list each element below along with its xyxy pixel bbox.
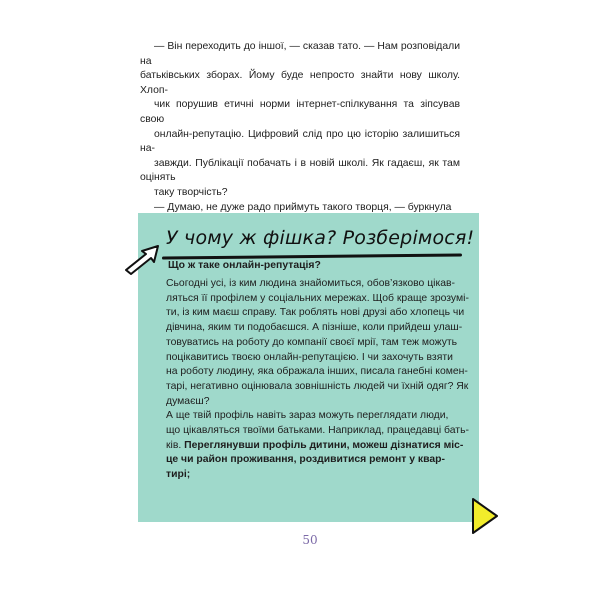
callout-line: тарі, негативно оцінювала зовнішність людей чи їхній одяг? Як: [166, 380, 469, 392]
callout-line: ляться її профілем у соціальних мережах. Щоб краще зрозумі-: [166, 292, 469, 304]
info-callout-box: [138, 213, 479, 522]
story-line: — Думаю, не дуже радо приймуть такого творця, — буркнула: [154, 201, 452, 213]
title-underline: [162, 253, 462, 259]
story-line: — Він переходить до іншої, — сказав тато. — Нам розповідали на: [140, 41, 460, 67]
callout-body: [152, 277, 470, 483]
callout-line-bold: тирі;: [166, 469, 191, 481]
callout-line: [152, 439, 470, 454]
callout-text-normal: ків.: [166, 439, 185, 451]
callout-line: думаєш?: [166, 395, 210, 407]
story-line: онлайн-репутацію. Цифровий слід про цю історію залишиться на-: [140, 128, 460, 155]
pointer-arrow-icon: [120, 240, 168, 278]
callout-subtitle: Що ж таке онлайн-репутація?: [168, 260, 321, 271]
callout-line: що цікавляться твоїми батьками. Наприклад, працедавці бать-: [166, 425, 469, 437]
callout-line: Сьогодні усі, із ким людина знайомиться, обов’язково цікав-: [166, 278, 456, 289]
story-line: батьківських зборах. Йому буде непросто знайти нову школу. Хлоп-: [140, 70, 460, 96]
story-paragraph-1: [140, 40, 460, 201]
callout-title: У чому ж фішка? Розберімося!: [166, 227, 475, 249]
callout-line: товуватись на роботу до компанії своєї мрії, там теж можуть: [166, 336, 458, 348]
story-line: таку творчість?: [154, 186, 228, 198]
story-line: чик порушив етичні норми інтернет-спілкування та зіпсував свою: [140, 99, 460, 125]
play-triangle-icon: [470, 496, 500, 536]
callout-line: на роботу людину, яка ображала інших, писала ганебні комен-: [166, 366, 468, 378]
callout-paragraph-1: [152, 277, 470, 409]
story-text: [140, 40, 460, 230]
callout-line: А ще твій профіль навіть зараз можуть переглядати люди,: [166, 410, 449, 422]
page-number: 50: [302, 533, 318, 547]
callout-text-bold: Переглянувши профіль дитини, можеш дізнатися міс-: [184, 439, 464, 451]
callout-line: поцікавитись твоєю онлайн-репутацією. І чи захочуть взяти: [166, 351, 453, 363]
callout-line: ти, із ким маєш справу. Так роблять нові друзі або хлопець чи: [166, 307, 465, 319]
callout-line: дівчина, яким ти подобаєшся. А пізніше, коли прийдеш улаш-: [166, 322, 463, 334]
callout-line-bold: це чи район проживання, роздивитися ремонт у квар-: [166, 454, 445, 466]
story-line: завжди. Публікації побачать і в новій школі. Як гадаєш, як там оцінять: [140, 157, 460, 184]
callout-paragraph-2: [152, 409, 470, 483]
